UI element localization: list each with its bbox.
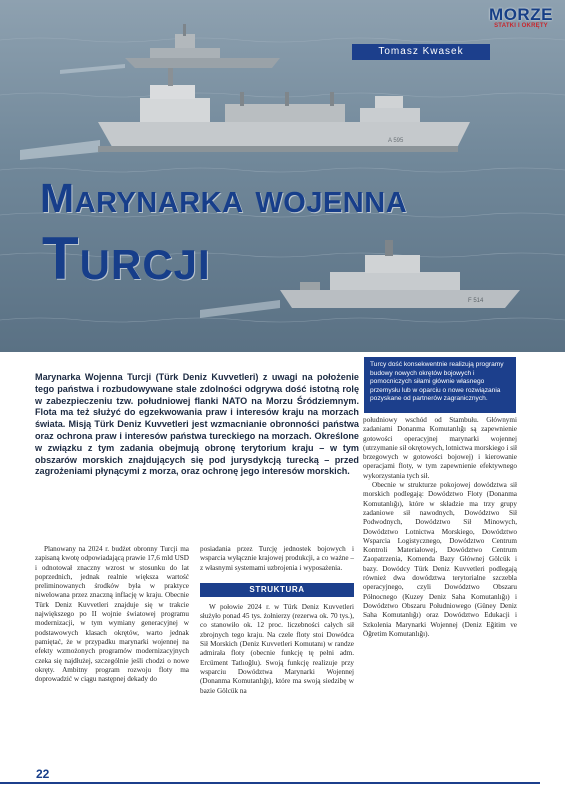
section-heading: STRUKTURA [200, 583, 354, 597]
tanker-hull-number: A 595 [388, 138, 404, 144]
body-paragraph: południowy wschód od Stambułu. Głównymi zadaniami Donanma Komutanlığı są zapewnienie gotowości operacyjnej marynarki wojennej (utrzymanie sił okrętowych, lotnictwa morskiego i sił brzegowych w gotowości bojowej) i kierowanie operacjami floty, w tym zapewnienie efektywnego wykorzystania tych sił. [363, 416, 517, 480]
magazine-logo [486, 6, 556, 29]
author-label: Tomasz Kwasek [352, 44, 490, 60]
body-paragraph: posiadania przez Turcję jednostek bojowych i wsparcia wyłącznie krajowej produkcji, a co ważne – z własnymi systemami uzbrojenia i wyposażenia. [200, 545, 354, 572]
footer-rule [0, 782, 540, 784]
page-number: 22 [36, 767, 50, 781]
magazine-subtitle: STATKI I OKRĘTY [494, 23, 548, 29]
photo-caption: Turcy dość konsekwentnie realizują programy budowy nowych okrętów bojowych i pomocniczych siłami głównie własnego przemysłu lub w oparciu o nowe rozwiązania pozyskane od partnerów zagranicznych. [364, 357, 516, 413]
body-paragraph: Planowany na 2024 r. budżet obronny Turcji ma zapisaną kwotę odpowiadającą prawie 17,6 mld USD i odnotował znaczny wzrost w stosunku do lat poprzednich, jednak realnie większa wartość preliminowanych środków była w praktyce niwelowana przez znaczną inflację w kraju. Obecnie Türk Deniz Kuvvetleri znajduje się w trakcie największego po II wojnie światowej programu modernizacji, w tym wymiany generacyjnej w podstawowych klasach okrętów, warto jednak pamiętać, że w przypadku marynarki wojennej na efekty wzmożonych programów modernizacyjnych czeka się najdłużej, szczególnie jeśli chodzi o nowe okręty. Ambitny program rozwoju floty ma doprowadzić w ciągu następnej dekady do [35, 545, 189, 684]
article-title-line-1: Marynarka wojenna [40, 175, 408, 221]
magazine-name: MORZE [489, 5, 553, 24]
body-column-2 [200, 545, 354, 696]
article-title-line-2: Turcji [42, 225, 211, 292]
body-paragraph: Obecnie w strukturze pokojowej dowództwa sił morskich podlegają: Dowództwo Floty (Donanma Komutanlığı), które w składzie ma trzy grupy zadaniowe sił nawodnych, Dowództwo Sił Podwodnych, Dowództwo Sił Minowych, Dowództwo Lotnictwa Morskiego, Dowództwo Wsparcia Logistycznego, Dowództwo Centrum Kontroli Materiałowej, Dowództwo Centrum Zaopatrzenia, Komenda Bazy Głównej Gölcük i bazy. Dowódcy Türk Deniz Kuvvetleri podlegają również dwa dowództwa terytorialne szczebla operacyjnego, czyli Dowództwo Obszaru Północnego (Kuzey Deniz Saha Komutanlığı) i Dowództwo Obszaru Południowego (Güney Deniz Saha Komutanlığı) oraz Dowództwo Edukacji i Szkolenia Marynarki Wojennej (Deniz Eğitim ve Öğretim Komutanlığı). [363, 481, 517, 638]
lead-paragraph: Marynarka Wojenna Turcji (Türk Deniz Kuvvetleri) z uwagi na położenie tego państwa i rozbudowywane stale zdolności odgrywa dość istotną rolę w zabezpieczeniu tzw. południowej flanki NATO na Morzu Śródziemnym. Flota ma też służyć do egzekwowania praw i interesów kraju na morzach świata. Misją Türk Deniz Kuvvetleri jest wzmacnianie obronności państwa oraz ochrona praw i interesów państwa tureckiego na morzach. Określone w związku z tym zadania obejmują obronę terytorium kraju – w tym obszarów morskich znajdujących się pod jurysdykcją turecką – przed zagrożeniami płynącymi z morza, oraz ochronę jego interesów morskich. [35, 372, 359, 477]
body-column-1 [35, 545, 189, 684]
body-column-3 [363, 416, 517, 639]
body-paragraph: W połowie 2024 r. w Türk Deniz Kuvvetleri służyło ponad 45 tys. żołnierzy (rezerwa ok. 70 tys.), co stanowiło ok. 12 proc. liczebności całych sił zbrojnych tego kraju. Na czele floty stoi Dowódca Sił Morskich (Deniz Kuvvetleri Komutanı) w randze admirała floty (obecnie funkcję tę pełni adm. Ercüment Tatlıoğlu). Swoją funkcję realizuje przy wsparciu Dowództwa Marynarki Wojennej (Donanma Komutanlığı), które ma swoją siedzibę w bazie Gölcük na [200, 602, 354, 695]
corvette-hull-number: F 514 [468, 298, 484, 304]
